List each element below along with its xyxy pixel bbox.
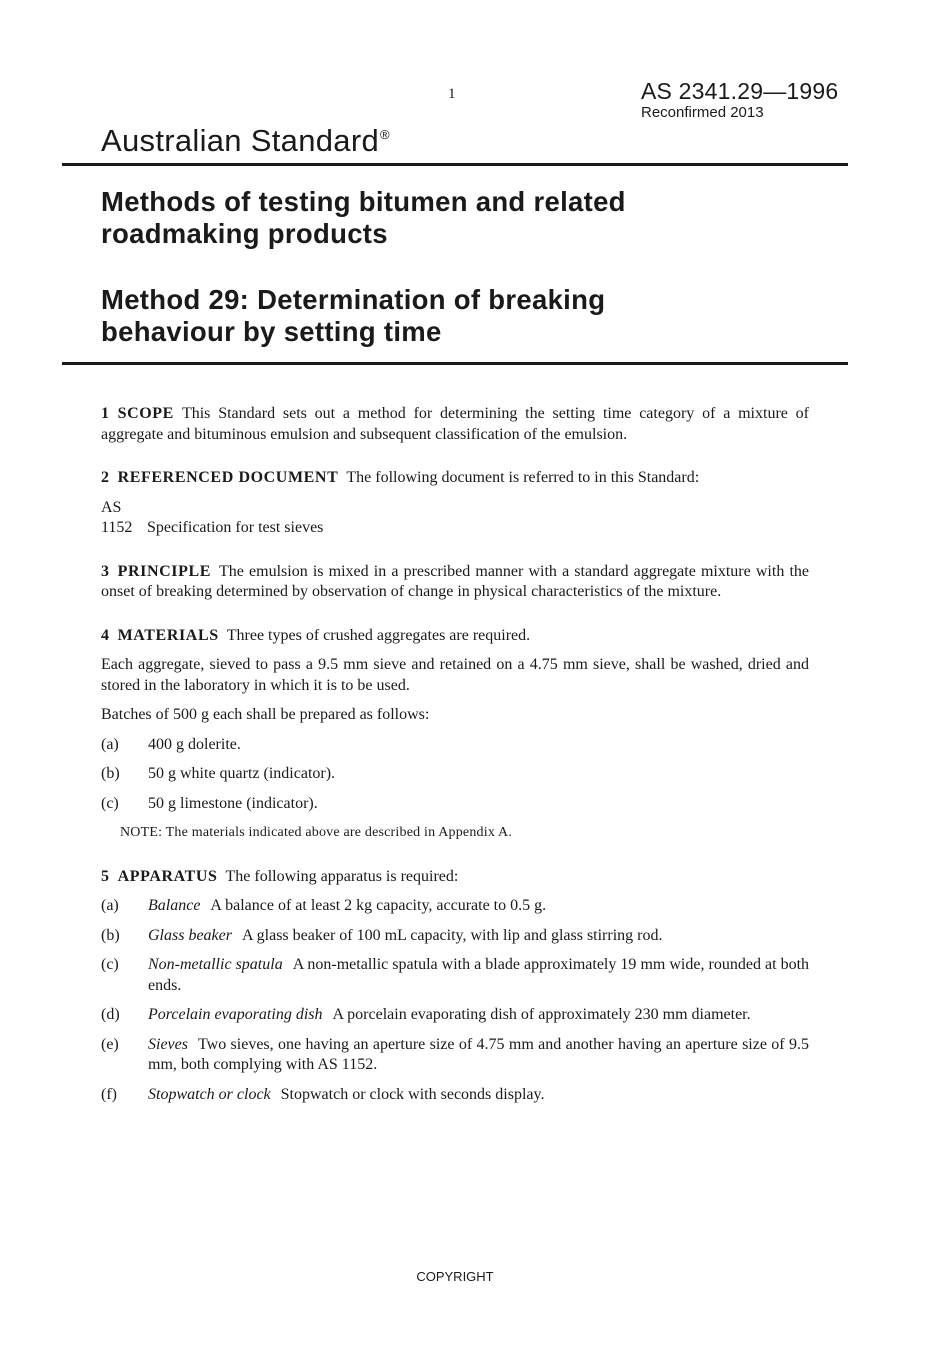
section-heading-text: PRINCIPLE — [117, 562, 212, 580]
method-title-line-2: behaviour by setting time — [101, 316, 442, 347]
top-rule — [62, 163, 848, 166]
section-heading — [101, 469, 338, 486]
section-heading — [101, 563, 211, 580]
document-title-line-2: roadmaking products — [101, 218, 388, 249]
materials-item — [101, 764, 809, 785]
item-term: Sieves — [148, 1035, 188, 1053]
item-text: 50 g white quartz (indicator). — [148, 765, 336, 782]
item-term: Balance — [148, 897, 201, 914]
section-number: 3 — [101, 562, 110, 580]
section-principle — [101, 562, 809, 603]
method-title — [101, 284, 605, 348]
brand-title — [101, 123, 390, 159]
item-label: (c) — [101, 794, 119, 812]
item-text: Stopwatch or clock with seconds display. — [280, 1085, 545, 1103]
section-number: 5 — [101, 867, 110, 885]
item-text: A balance of at least 2 kg capacity, accurate to 0.5 g. — [210, 897, 547, 914]
section-text: The following document is referred to in this Standard: — [346, 469, 700, 486]
reference-code: 1152 — [101, 519, 133, 536]
page-number: 1 — [448, 86, 456, 102]
item-term: Non-metallic spatula — [148, 956, 283, 973]
section-referenced-document — [101, 468, 809, 489]
materials-paragraph-1: Each aggregate, sieved to pass a 9.5 mm sieve and retained on a 4.75 mm sieve, shall be washed, dried and stored in the laboratory in which it is to be used. — [101, 656, 809, 694]
apparatus-item — [101, 1085, 809, 1106]
item-text: A glass beaker of 100 mL capacity, with lip and glass stirring rod. — [241, 926, 663, 944]
method-title-line-1: Method 29: Determination of breaking — [101, 284, 606, 315]
section-heading — [101, 627, 219, 644]
section-text: The following apparatus is required: — [225, 867, 459, 885]
item-label: (b) — [101, 926, 120, 944]
item-term: Glass beaker — [148, 926, 232, 944]
materials-item — [101, 735, 809, 756]
section-heading — [101, 868, 218, 885]
materials-note: NOTE: The materials indicated above are described in Appendix A. — [120, 825, 512, 840]
document-body — [101, 404, 809, 1105]
brand-name: Australian Standard — [101, 123, 379, 158]
item-term: Stopwatch or clock — [148, 1085, 271, 1103]
section-text: Three types of crushed aggregates are required. — [226, 626, 531, 644]
item-text: 400 g dolerite. — [148, 735, 241, 753]
apparatus-item — [101, 926, 809, 947]
section-scope — [101, 404, 809, 445]
item-label: (e) — [101, 1035, 119, 1053]
section-text: This Standard sets out a method for determining the setting time category of a mixture of aggregate and bituminous emulsion and subsequent classification of the emulsion. — [101, 405, 809, 443]
section-number: 2 — [101, 469, 110, 486]
document-title-line-1: Methods of testing bitumen and related — [101, 186, 626, 217]
reference-title: Specification for test sieves — [147, 519, 324, 536]
item-label: (c) — [101, 956, 119, 973]
apparatus-item — [101, 1035, 809, 1076]
reconfirmed-date: Reconfirmed 2013 — [641, 104, 764, 121]
item-text: A porcelain evaporating dish of approximately 230 mm diameter. — [332, 1006, 751, 1023]
document-title — [101, 186, 626, 250]
apparatus-item — [101, 896, 809, 917]
item-label: (b) — [101, 765, 120, 782]
section-number: 1 — [101, 405, 110, 422]
materials-item — [101, 794, 809, 815]
item-text: 50 g limestone (indicator). — [148, 794, 318, 812]
apparatus-item — [101, 1005, 809, 1026]
item-term: Porcelain evaporating dish — [148, 1006, 323, 1023]
apparatus-item — [101, 955, 809, 996]
reference-entry — [101, 518, 809, 539]
section-apparatus — [101, 867, 809, 888]
registered-mark: ® — [379, 127, 390, 142]
reference-prefix: AS — [101, 498, 122, 516]
standard-number: AS 2341.29—1996 — [641, 78, 839, 104]
bottom-rule — [62, 362, 848, 365]
item-label: (f) — [101, 1085, 117, 1103]
section-number: 4 — [101, 626, 110, 644]
item-label: (a) — [101, 897, 119, 914]
section-heading-text: SCOPE — [117, 405, 174, 422]
materials-paragraph-2: Batches of 500 g each shall be prepared as follows: — [101, 706, 430, 723]
section-heading-text: REFERENCED DOCUMENT — [117, 469, 339, 486]
section-heading-text: APPARATUS — [117, 867, 218, 885]
section-heading — [101, 405, 174, 422]
item-text: Two sieves, one having an aperture size of 4.75 mm and another having an aperture size of 9.5 mm, both complying with AS 1152. — [148, 1035, 809, 1073]
copyright-footer: COPYRIGHT — [416, 1269, 494, 1284]
section-text: The emulsion is mixed in a prescribed manner with a standard aggregate mixture with the onset of breaking determined by observation of change in physical characteristics of the mixture. — [101, 562, 809, 600]
section-heading-text: MATERIALS — [117, 626, 219, 644]
item-label: (d) — [101, 1006, 120, 1023]
item-label: (a) — [101, 735, 119, 753]
item-text: A non-metallic spatula with a blade approximately 19 mm wide, rounded at both ends. — [148, 956, 810, 994]
section-materials — [101, 626, 809, 647]
